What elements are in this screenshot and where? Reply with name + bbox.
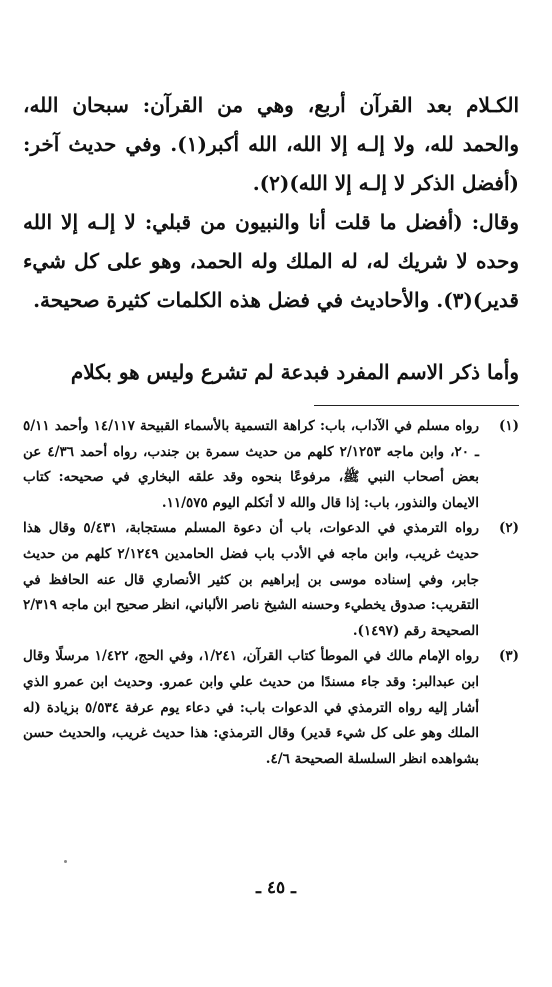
- footnote-3: [23, 644, 519, 772]
- footnote-2: [23, 516, 519, 644]
- footnote-text: رواه مسلم في الآداب، باب: كراهة التسمية بالأسماء القبيحة ١٤/١١٧ وأحمد ٥/١١ ـ ٢٠، وابن ماجه ٢/١٢٥٣ كلهم من حديث سمرة بن جندب، رواه أحمد ٤/٣٦ عن بعض أصحاب النبي ﷺ، مرفوعًا بنحوه وقد علقه البخاري في صحيحه: كتاب الايمان والنذور، باب: إذا قال والله لا أتكلم اليوم ١١/٥٧٥.: [23, 418, 479, 511]
- stray-mark: [64, 860, 67, 863]
- footnote-number: (٣): [498, 648, 519, 665]
- main-paragraph-3: وأما ذكر الاسم المفرد فبدعة لم تشرع وليس هو بكلام: [70, 360, 519, 384]
- page-number: ـ ٤٥ ـ: [255, 878, 297, 898]
- footnote-text: رواه الترمذي في الدعوات، باب أن دعوة المسلم مستجابة، ٥/٤٣١ وقال هذا حديث غريب، وابن ماجه في الأدب باب فضل الحامدين ٢/١٢٤٩ كلهم من حديث جابر، وفي إسناده موسى بن إبراهيم بن كثير الأنصاري قال عنه الحافظ في التقريب: صدوق يخطيء وحسنه الشيخ ناصر الألباني، انظر صحيح ابن ماجه ٢/٣١٩ الصحيحة رقم (١٤٩٧).: [23, 520, 479, 639]
- footnote-separator: [314, 405, 519, 406]
- footnote-number: (٢): [498, 520, 519, 537]
- main-paragraph-2: وقال: (أفضل ما قلت أنا والنبيون من قبلي: لا إلـه إلا الله وحده لا شريك له، له الملك وله الحمد، وهو على كل شيء قدير)(٣). والأحاديث في فضل هذه الكلمات كثيرة صحيحة.: [23, 210, 519, 312]
- footnote-1: [23, 414, 519, 516]
- main-paragraph-1: الكـلام بعد القرآن أربع، وهي من القرآن: سبحان الله، والحمد لله، ولا إلـه إلا الله، الله أكبر(١). وفي حديث آخر: (أفضل الذكر لا إلـه إلا الله)(٢).: [23, 93, 519, 195]
- footnotes-list: [23, 414, 519, 772]
- main-text: [23, 86, 519, 320]
- footnote-number: (١): [498, 418, 519, 434]
- footnote-text: رواه الإمام مالك في الموطأ كتاب القرآن، ١/٢٤١، وفي الحج، ١/٤٢٢ مرسلًا وقال ابن عبدالبر: وقد جاء مسندًا من حديث علي وابن عمرو. وحديث ابن عمرو الذي أشار إليه رواه الترمذي في الدعوات باب: في دعاء يوم عرفة ٥/٥٣٤ بزيادة (له الملك وهو على كل شيء قدير) وقال الترمذي: هذا حديث غريب، والحديث حسن بشواهده انظر السلسلة الصحيحة ٤/٦.: [23, 648, 479, 767]
